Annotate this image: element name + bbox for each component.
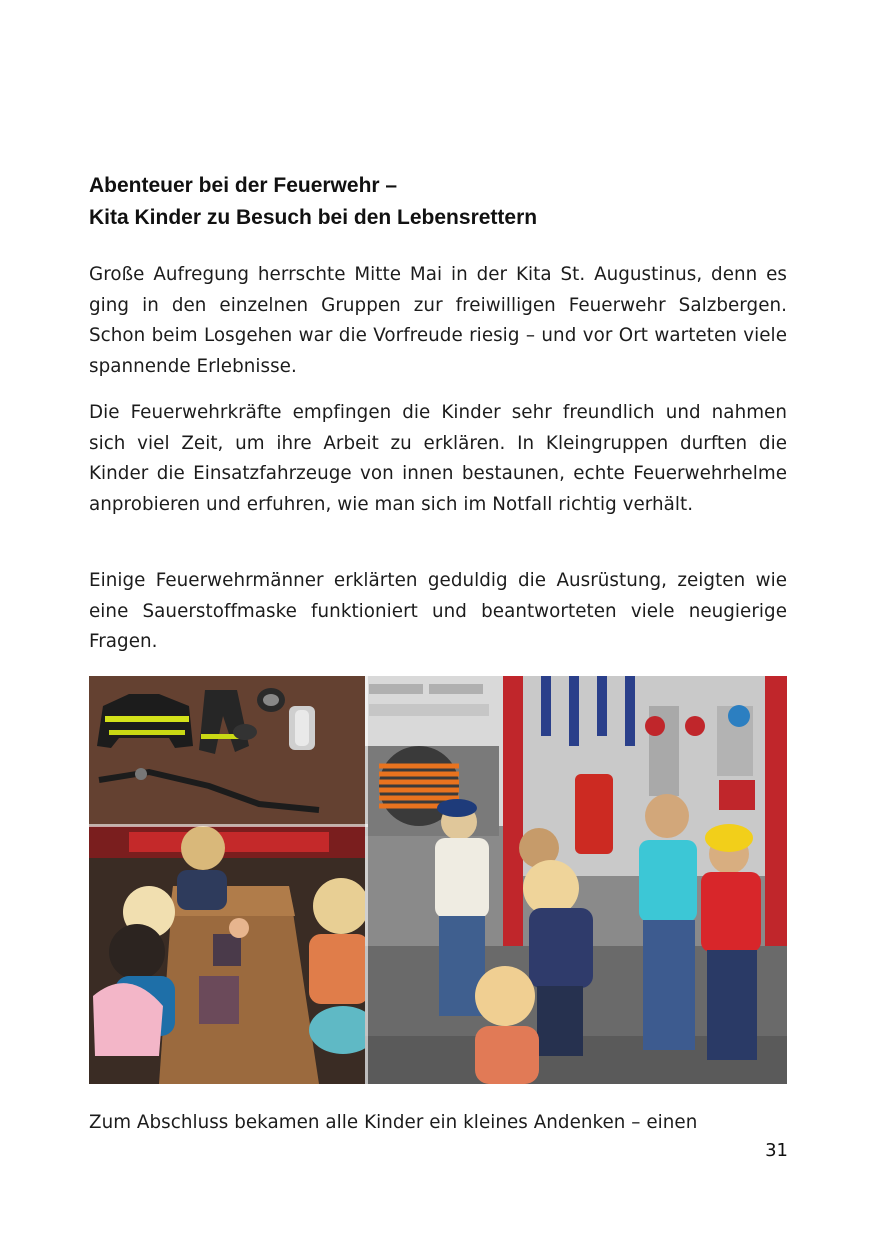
photo-firefighter-gear (89, 676, 365, 826)
paragraph-4: Zum Abschluss bekamen alle Kinder ein kleines Andenken – einen (89, 1112, 698, 1133)
article-heading (89, 170, 789, 234)
page-number: 31 (765, 1140, 788, 1161)
photo-children-at-fire-truck (365, 676, 787, 1084)
photo-collage (89, 676, 787, 1084)
photo-children-at-table (89, 826, 377, 1084)
heading-line-1: Abenteuer bei der Feuerwehr – (89, 174, 398, 197)
heading-line-2: Kita Kinder zu Besuch bei den Lebensrettern (89, 206, 538, 229)
paragraph-3: Einige Feuerwehrmänner erklärten geduldig die Ausrüstung, zeigten wie eine Sauerstoffmaske funktioniert und beantworteten viele neugierige Fragen. (89, 570, 787, 652)
paragraph-2: Die Feuerwehrkräfte empfingen die Kinder sehr freundlich und nahmen sich viel Zeit, um ihre Arbeit zu erklären. In Kleingruppen durften die Kinder die Einsatzfahrzeuge von innen bestaunen, echte Feuerwehrhelme anprobieren und erfuhren, wie man sich im Notfall richtig verhält. (89, 402, 787, 515)
paragraph-1: Große Aufregung herrschte Mitte Mai in der Kita St. Augustinus, denn es ging in den einzelnen Gruppen zur freiwilligen Feuerwehr Salzbergen. Schon beim Losgehen war die Vorfreude riesig – und vor Ort warteten viele spannende Erlebnisse. (89, 264, 787, 377)
